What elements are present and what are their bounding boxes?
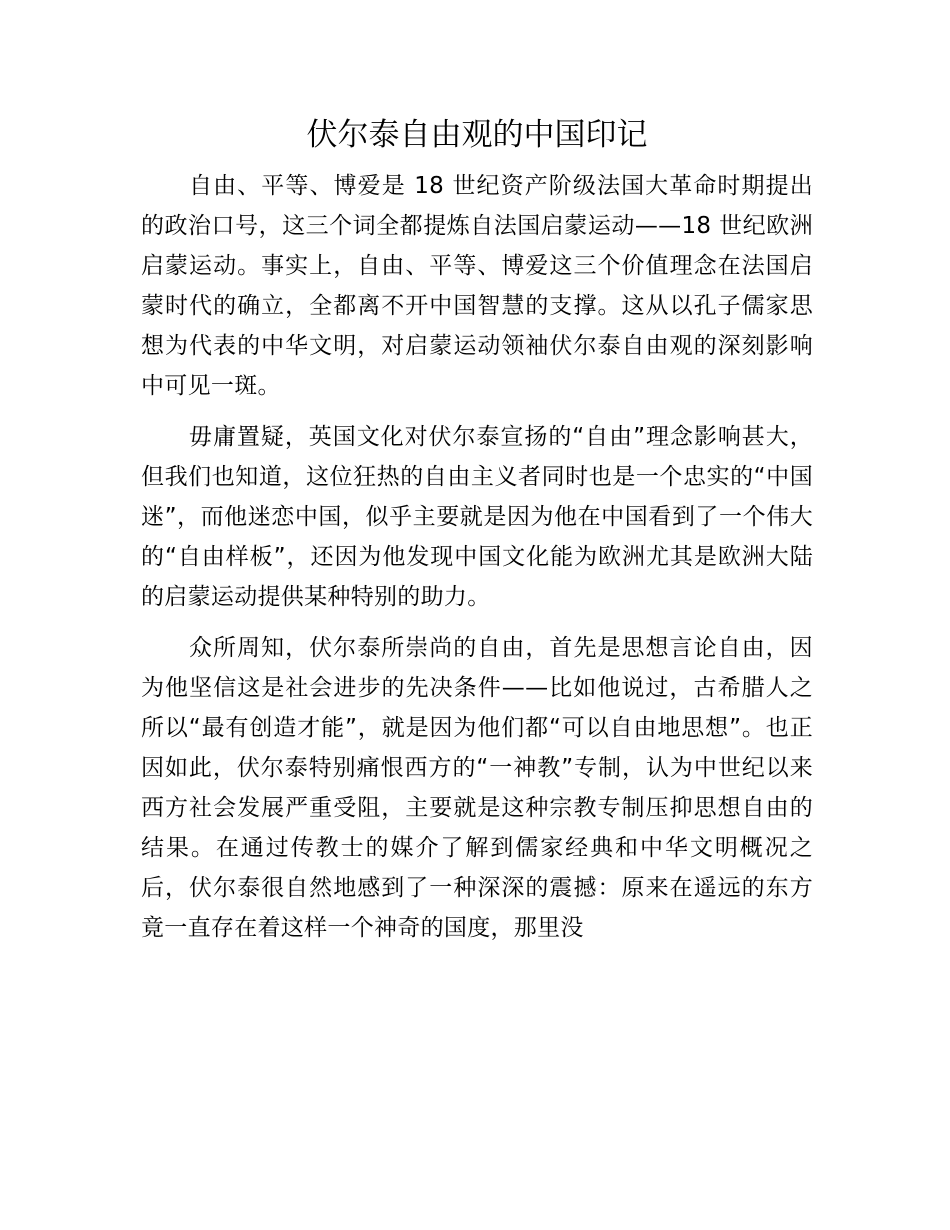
paragraph-3: 众所周知，伏尔泰所崇尚的自由，首先是思想言论自由，因为他坚信这是社会进步的先决条件——比如他说过，古希腊人之所以“最有创造才能”，就是因为他们都“可以自由地思想”。也正因如此，伏尔泰特别痛恨西方的“一神教”专制，认为中世纪以来西方社会发展严重受阻，主要就是这种宗教专制压抑思想自由的结果。在通过传教士的媒介了解到儒家经典和中华文明概况之后，伏尔泰很自然地感到了一种深深的震撼：原来在遥远的东方竟一直存在着这样一个神奇的国度，那里没: [141, 635, 813, 941]
paragraph-1: 自由、平等、博爱是 18 世纪资产阶级法国大革命时期提出的政治口号，这三个词全都提炼自法国启蒙运动——18 世纪欧洲启蒙运动。事实上，自由、平等、博爱这三个价值理念在法国启蒙时代的确立，全都离不开中国智慧的支撑。这从以孔子儒家思想为代表的中华文明，对启蒙运动领袖伏尔泰自由观的深刻影响中可见一斑。: [141, 173, 813, 399]
paragraph-2: 毋庸置疑，英国文化对伏尔泰宣扬的“自由”理念影响甚大，但我们也知道，这位狂热的自由主义者同时也是一个忠实的“中国迷”，而他迷恋中国，似乎主要就是因为他在中国看到了一个伟大的“自由样板”，还因为他发现中国文化能为欧洲尤其是欧洲大陆的启蒙运动提供某种特别的助力。: [141, 424, 813, 610]
document-title: 伏尔泰自由观的中国印记: [306, 117, 648, 153]
document-page: [141, 110, 813, 959]
